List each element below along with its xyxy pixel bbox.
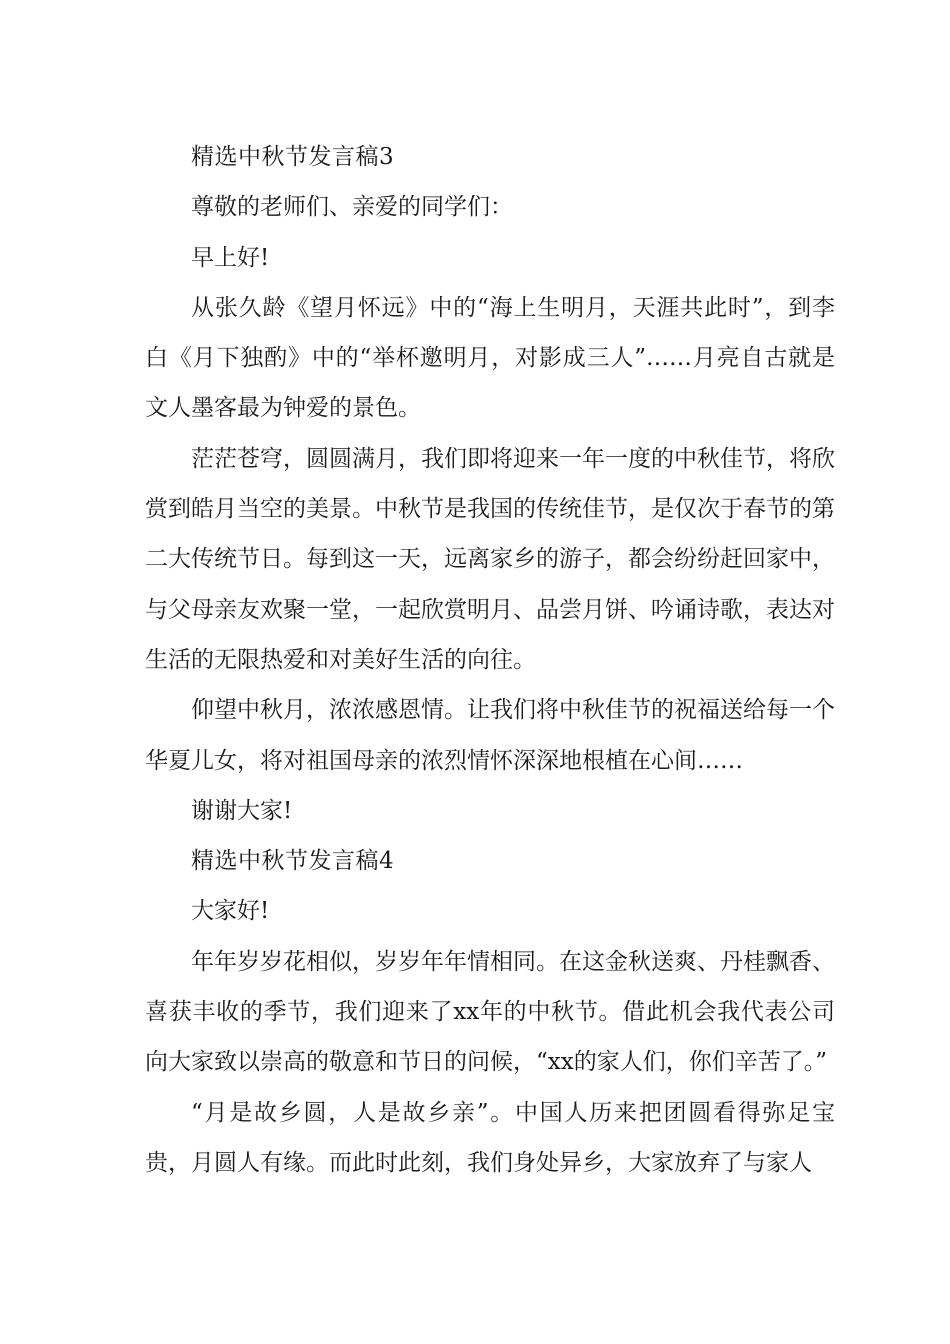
body-paragraph: 茫茫苍穹，圆圆满月，我们即将迎来一年一度的中秋佳节，将欣赏到皓月当空的美景。中秋节是我国的传统佳节，是仅次于春节的第二大传统节日。每到这一天，远离家乡的游子，都会纷纷赶回家中，与父母亲友欢聚一堂，一起欣赏明月、品尝月饼、吟诵诗歌，表达对生活的无限热爱和对美好生活的向往。 <box>145 445 835 673</box>
section-heading-4: 精选中秋节发言稿4 <box>191 848 395 875</box>
body-paragraph: 年年岁岁花相似，岁岁年年情相同。在这金秋送爽、丹桂飘香、喜获丰收的季节，我们迎来了xx年的中秋节。借此机会我代表公司向大家致以崇高的敬意和节日的问候，“xx的家人们，你们辛苦了。” <box>145 948 835 1076</box>
closing-paragraph: 谢谢大家! <box>191 797 293 824</box>
document-body <box>145 132 835 1188</box>
greeting-paragraph: 早上好! <box>191 244 270 271</box>
salutation-paragraph: 尊敬的老师们、亲爱的同学们： <box>191 194 513 221</box>
body-paragraph: 仰望中秋月，浓浓感恩情。让我们将中秋佳节的祝福送给每一个华夏儿女，将对祖国母亲的浓烈情怀深深地根植在心间…… <box>145 697 835 774</box>
greeting-paragraph: 大家好! <box>191 898 270 925</box>
body-paragraph: “月是故乡圆，人是故乡亲”。中国人历来把团圆看得弥足宝贵，月圆人有缘。而此时此刻，我们身处异乡，大家放弃了与家人 <box>145 1099 835 1176</box>
body-paragraph: 从张久龄《望月怀远》中的“海上生明月，天涯共此时”，到李白《月下独酌》中的“举杯邀明月，对影成三人”……月亮自古就是文人墨客最为钟爱的景色。 <box>145 294 835 422</box>
section-heading-3: 精选中秋节发言稿3 <box>191 144 395 170</box>
